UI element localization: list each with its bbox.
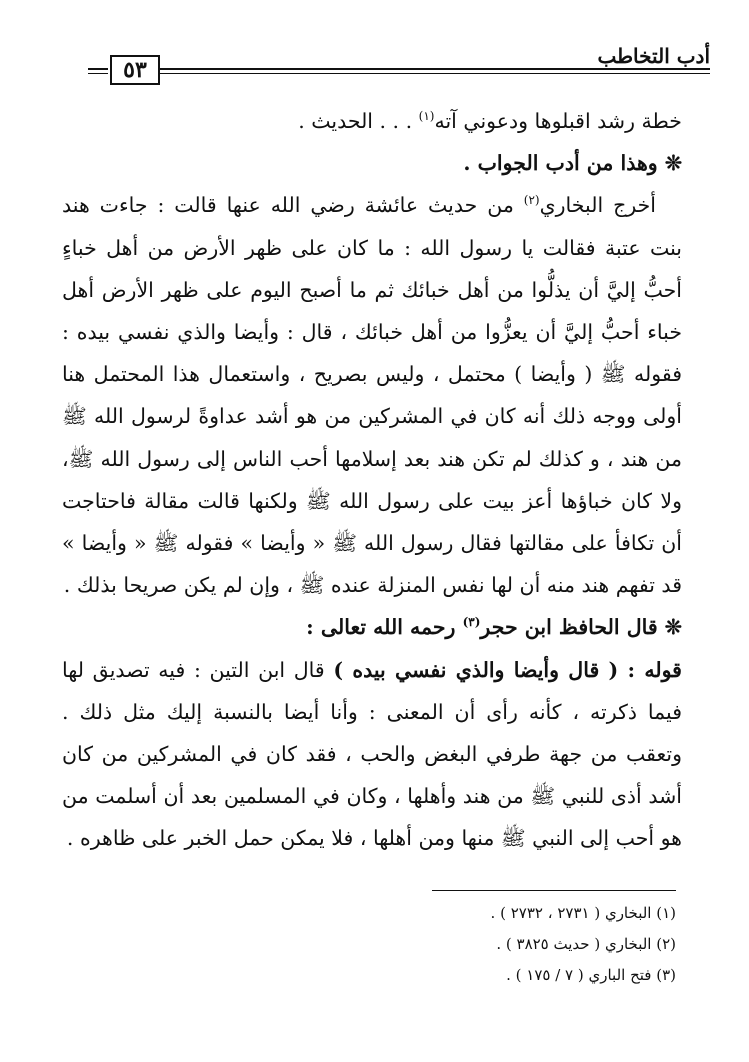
paragraph-3: قوله : ( قال وأيضا والذي نفسي بيده ) قال ابن التين : فيه تصديق لها فيما ذكرته ، كأنه رأى أن المعنى : وأنا أيضا بالنسبة إليك مثل ذلك . وتعقب من جهة طرفي البغض والحب ، فقد كان في المشركين من كان أشد أذى للنبي ﷺ من هند وأهلها ، وكان في المسلمين بعد أن أسلمت من هو أحب إلى النبي ﷺ منها ومن أهلها ، فلا يمكن حمل الخبر على ظاهره . <box>62 657 682 851</box>
paragraph-1: خطة رشد اقبلوها ودعوني آته$^{(١)}$ . . . الحديث . <box>298 109 682 133</box>
footnotes <box>300 898 676 991</box>
main-text <box>62 100 682 860</box>
footnote-2: (٢) البخاري ( حديث ٣٨٢٥ ) . <box>496 935 676 953</box>
footnote-ref-2: (٢) <box>523 193 540 208</box>
section-heading-2: ❊ قال الحافظ ابن حجر$^{(٣)}$ رحمه الله تعالى : <box>306 615 682 640</box>
running-title: أدب التخاطب <box>597 44 710 68</box>
page-header <box>88 40 710 84</box>
footnote-3: (٣) فتح الباري ( ٧ / ١٧٥ ) . <box>506 966 676 984</box>
page-number: ٥٣ <box>110 55 160 85</box>
section-heading-1: ❊ وهذا من أدب الجواب . <box>463 151 682 176</box>
paragraph-2: أخرج البخاري$^{(٢)}$ من حديث عائشة رضي الله عنها قالت : جاءت هند بنت عتبة فقالت يا رسول الله : ما كان على ظهر الأرض من أهل خباءٍ أحبُّ إليَّ أن يذلُّوا من أهل خبائك ثم ما أصبح اليوم على ظهر الأرض أهل خباء أحبُّ إليَّ أن يعزُّوا من أهل خبائك ، قال : وأيضا والذي نفسي بيده : فقوله ﷺ ( وأيضا ) محتمل ، وليس بصريح ، واستعمال هذا المحتمل هنا أولى ووجه ذلك أنه كان في المشركين من هو أشد عداوةً لرسول الله ﷺ من هند ، و كذلك لم تكن هند بعد إسلامها أحب الناس إلى رسول الله ﷺ، ولا كان خباؤها أعز بيت على رسول الله ﷺ ولكنها قالت مقالة فاحتاجت أن تكافأ على مقالتها فقال رسول الله ﷺ « وأيضا » فقوله ﷺ « وأيضا » قد تفهم هند منه أن لها نفس المنزلة عنده ﷺ ، وإن لم يكن صريحا بذلك . <box>62 193 682 598</box>
header-rule-thin <box>148 73 710 74</box>
footnote-divider <box>432 890 676 891</box>
header-rule-left <box>88 68 108 70</box>
footnote-ref-1: (١) <box>418 109 435 124</box>
header-rule <box>148 68 710 70</box>
quoted-phrase: قوله : ( قال وأيضا والذي نفسي بيده ) <box>333 657 682 682</box>
footnote-ref-3: (٣) <box>462 615 481 630</box>
header-rule-left-thin <box>88 73 108 74</box>
footnote-1: (١) البخاري ( ٢٧٣١ ، ٢٧٣٢ ) . <box>490 904 676 922</box>
